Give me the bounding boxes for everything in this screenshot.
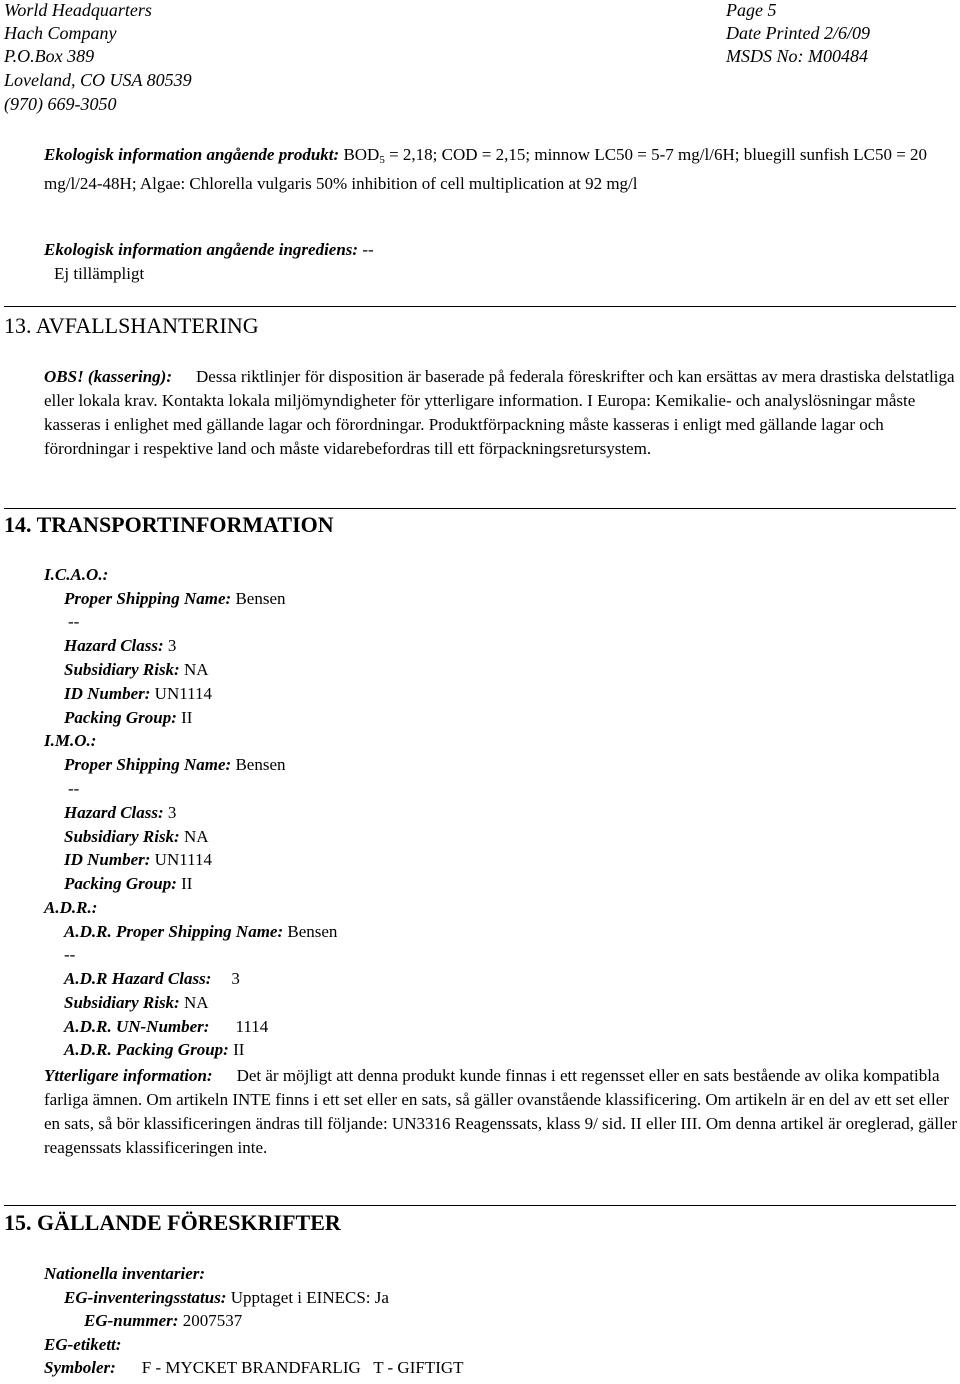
field-value: 3 <box>163 803 177 822</box>
field-label: A.D.R. Proper Shipping Name: <box>64 922 284 941</box>
field-value: 1114 <box>235 1017 269 1036</box>
field-value: 3 <box>163 636 177 655</box>
adr-hazard-class <box>64 969 240 989</box>
eg-number <box>84 1311 242 1331</box>
icao-packing-group <box>64 708 192 728</box>
eco-product-text-start: BOD <box>339 145 380 164</box>
section-14-title: 14. TRANSPORTINFORMATION <box>4 512 334 537</box>
field-label: Symboler: <box>44 1358 116 1377</box>
imo-label: I.M.O.: <box>44 731 97 750</box>
icao-label: I.C.A.O.: <box>44 565 109 584</box>
field-label: Packing Group: <box>64 874 177 893</box>
field-value: UN1114 <box>150 850 212 869</box>
icao-shipping-name <box>64 589 285 609</box>
eco-ingredients-dash: -- <box>358 240 374 259</box>
icao-hazard-class <box>64 636 176 656</box>
icao-dash: -- <box>68 612 80 631</box>
field-label: Subsidiary Risk: <box>64 827 180 846</box>
field-label: ID Number: <box>64 684 151 703</box>
field-label: A.D.R. Packing Group: <box>64 1040 229 1059</box>
section-15-title: 15. GÄLLANDE FÖRESKRIFTER <box>4 1210 341 1235</box>
eco-ingredients <box>44 238 374 262</box>
symbols-line <box>44 1358 464 1378</box>
header-company-line: (970) 669-3050 <box>4 94 117 114</box>
field-label: EG-inventeringsstatus: <box>64 1288 227 1307</box>
field-label: ID Number: <box>64 850 151 869</box>
header-company-line: Hach Company <box>4 23 117 43</box>
field-label: Hazard Class: <box>64 803 164 822</box>
adr-label: A.D.R.: <box>44 898 98 917</box>
eco-ingredients-label: Ekologisk information angående ingrediens: <box>44 240 359 259</box>
msds-number: MSDS No: M00484 <box>726 46 868 66</box>
field-value: Bensen <box>231 589 286 608</box>
imo-hazard-class <box>64 803 176 823</box>
field-value: Upptaget i EINECS: Ja <box>226 1288 389 1307</box>
national-inventories-label: Nationella inventarier: <box>44 1264 206 1283</box>
field-label: Proper Shipping Name: <box>64 755 232 774</box>
field-value: UN1114 <box>150 684 212 703</box>
eco-product-paragraph <box>44 143 958 196</box>
adr-subsidiary-risk <box>64 993 209 1013</box>
field-label: EG-nummer: <box>84 1311 179 1330</box>
header-company-line: Loveland, CO USA 80539 <box>4 70 192 90</box>
additional-info-label: Ytterligare information: <box>44 1066 213 1085</box>
adr-dash: -- <box>64 945 76 964</box>
section-13-text: Dessa riktlinjer för disposition är baserade på federala föreskrifter och kan ersättas av mera drastiska delstatliga eller lokala krav. Kontakta lokala miljömyndigheter för ytterligare information. I Europa: Kemikalie- och analyslösningar måste kasseras i enlighet med gällande lagar och förordningar. Produktförpackning måste kasseras i enligt med gällande lagar och förordningar i respektive land och måste vidarebefordras till ett förpackningsretursystem. <box>44 367 955 458</box>
field-value: NA <box>179 660 209 679</box>
section-divider <box>4 508 956 509</box>
section-divider <box>4 1205 956 1206</box>
imo-packing-group <box>64 874 192 894</box>
field-label: Proper Shipping Name: <box>64 589 232 608</box>
field-label: A.D.R. UN-Number: <box>64 1017 210 1036</box>
eg-inventory-status <box>64 1288 389 1308</box>
imo-dash: -- <box>68 779 80 798</box>
date-printed: Date Printed 2/6/09 <box>726 23 870 43</box>
obs-label: OBS! (kassering): <box>44 367 172 386</box>
field-value: Bensen <box>231 755 286 774</box>
additional-info-paragraph <box>44 1064 958 1160</box>
field-label: Subsidiary Risk: <box>64 660 180 679</box>
imo-subsidiary-risk <box>64 827 209 847</box>
field-value: F - MYCKET BRANDFARLIG T - GIFTIGT <box>141 1358 464 1377</box>
section-13-paragraph <box>44 365 958 461</box>
field-value: NA <box>179 827 209 846</box>
imo-shipping-name <box>64 755 285 775</box>
field-value: 2007537 <box>178 1311 243 1330</box>
field-label: Subsidiary Risk: <box>64 993 180 1012</box>
section-divider <box>4 306 956 307</box>
imo-id-number <box>64 850 212 870</box>
header-company-line: P.O.Box 389 <box>4 46 95 66</box>
bod-subscript: 5 <box>379 154 385 166</box>
icao-id-number <box>64 684 212 704</box>
adr-un-number <box>64 1017 268 1037</box>
field-value: Bensen <box>283 922 338 941</box>
page-number: Page 5 <box>726 0 777 20</box>
header-company-line: World Headquarters <box>4 0 152 20</box>
eco-product-text: = 2,18; COD = 2,15; minnow LC50 = 5-7 mg/l/6H; bluegill sunfish LC50 = 20 mg/l/24-48H; Algae: Chlorella vulgaris 50% inhibition of cell multiplication at 92 mg/l <box>44 145 928 193</box>
field-value: 3 <box>231 969 240 988</box>
field-value: NA <box>179 993 209 1012</box>
eg-label-heading: EG-etikett: <box>44 1335 122 1354</box>
field-label: Packing Group: <box>64 708 177 727</box>
icao-subsidiary-risk <box>64 660 209 680</box>
field-label: Hazard Class: <box>64 636 164 655</box>
additional-info-text: Det är möjligt att denna produkt kunde finnas i ett regensset eller en sats bestående av olika kompatibla farliga ämnen. Om artikeln INTE finns i ett set eller en sats, så gäller ovanstående klassificering. Om artikeln är en del av ett set eller en sats, så bör klassificeringen ändras till följande: UN3316 Reagenssats, klass 9/ sid. II eller III. Om denna artikel är oreglerad, gäller reagenssats klassificeringen inte. <box>44 1066 957 1157</box>
field-value: II <box>176 708 193 727</box>
eco-ingredients-value: Ej tillämpligt <box>54 264 145 283</box>
adr-packing-group <box>64 1040 244 1060</box>
field-value: II <box>228 1040 245 1059</box>
eco-product-label: Ekologisk information angående produkt: <box>44 145 340 164</box>
adr-shipping-name <box>64 922 337 942</box>
section-13-title: 13. AVFALLSHANTERING <box>4 313 259 338</box>
field-label: A.D.R Hazard Class: <box>64 969 212 988</box>
field-value: II <box>176 874 193 893</box>
